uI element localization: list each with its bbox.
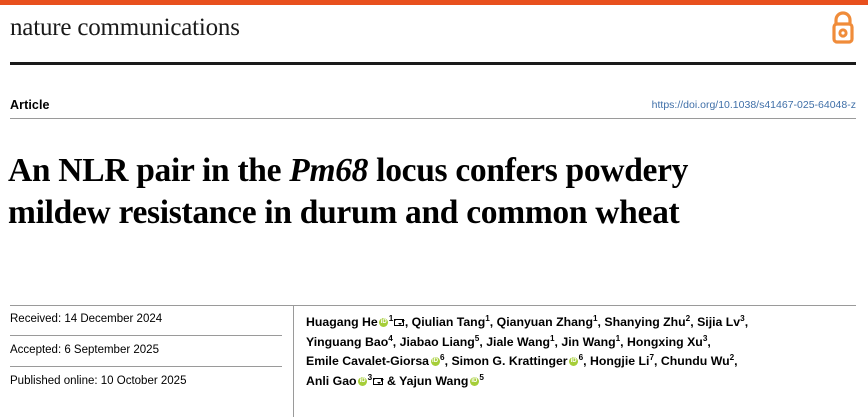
affiliation-marker: 5 <box>479 372 484 382</box>
affiliation-marker: 1 <box>388 313 394 323</box>
author-separator: , <box>707 334 711 349</box>
meta-divider <box>10 118 856 119</box>
journal-masthead: nature communications <box>10 14 240 41</box>
author-name: Yinguang Bao <box>306 334 389 349</box>
title-gene-name: Pm68 <box>289 152 369 190</box>
affiliation-marker: 1 <box>549 333 555 343</box>
author-separator: , <box>654 354 661 368</box>
orcid-icon[interactable] <box>379 318 388 327</box>
author-name: Qiulian Tang <box>411 315 486 329</box>
orcid-icon[interactable] <box>470 377 479 386</box>
author-name: Chundu Wu <box>660 354 730 368</box>
author-separator: , <box>744 315 749 329</box>
author-name: Shanying Zhu <box>604 315 686 329</box>
article-history <box>10 305 282 397</box>
article-meta-row <box>10 98 856 118</box>
author-separator: & <box>383 373 400 388</box>
author-name: Qianyuan Zhang <box>496 315 593 329</box>
author-separator: , <box>620 334 627 349</box>
page-title <box>8 150 798 234</box>
affiliation-marker: 2 <box>729 352 735 362</box>
author-separator: , <box>734 354 738 368</box>
affiliation-marker: 4 <box>388 333 393 343</box>
author-separator: , <box>479 334 487 349</box>
author-line <box>306 333 862 353</box>
history-and-authors-block <box>10 305 856 417</box>
affiliation-marker: 7 <box>649 352 654 362</box>
author-line <box>306 352 862 372</box>
author-name: Hongxing Xu <box>627 334 703 349</box>
author-line <box>306 313 862 333</box>
affiliation-marker: 6 <box>578 352 584 362</box>
author-separator: , <box>554 334 562 349</box>
email-icon[interactable] <box>373 378 383 385</box>
masthead-divider <box>10 62 856 65</box>
author-name: Jin Wang <box>561 334 616 349</box>
orcid-icon[interactable] <box>569 357 578 366</box>
affiliation-marker: 2 <box>685 313 691 323</box>
published-date: Published online: 10 October 2025 <box>10 375 187 387</box>
open-access-lock-icon <box>830 10 856 44</box>
vertical-divider <box>293 306 294 417</box>
title-line1-pre: An NLR pair in the <box>8 152 290 190</box>
affiliation-marker: 5 <box>474 333 480 343</box>
affiliation-marker: 6 <box>440 352 445 362</box>
brand-accent-bar <box>0 0 868 5</box>
affiliation-marker: 1 <box>485 313 490 323</box>
author-separator: , <box>583 354 590 368</box>
author-separator: , <box>392 334 400 349</box>
author-name: Huagang He <box>306 315 378 329</box>
affiliation-marker: 3 <box>740 313 745 323</box>
email-icon[interactable] <box>394 319 404 326</box>
author-separator: , <box>690 315 698 329</box>
author-separator: , <box>404 315 412 329</box>
author-name: Anli Gao <box>306 373 357 388</box>
received-date: Received: 14 December 2024 <box>10 305 282 336</box>
accepted-date: Accepted: 6 September 2025 <box>10 336 282 367</box>
author-name: Sijia Lv <box>697 315 741 329</box>
author-name: Emile Cavalet-Giorsa <box>306 354 430 368</box>
doi-link[interactable]: https://doi.org/10.1038/s41467-025-64048-z <box>651 99 856 111</box>
affiliation-marker: 1 <box>615 333 621 343</box>
author-separator: , <box>597 315 605 329</box>
author-name: Simon G. Krattinger <box>451 354 568 368</box>
author-separator: , <box>444 354 452 368</box>
author-line <box>306 372 862 392</box>
author-name: Jiale Wang <box>486 334 550 349</box>
affiliation-marker: 3 <box>702 333 708 343</box>
author-name: Hongjie Li <box>590 354 650 368</box>
author-separator: , <box>489 315 497 329</box>
author-name: Yajun Wang <box>399 373 469 388</box>
affiliation-marker: 1 <box>592 313 598 323</box>
title-line2: powdery mildew resistance in durum and <box>8 152 689 232</box>
article-type-label: Article <box>10 98 50 112</box>
orcid-icon[interactable] <box>431 357 440 366</box>
author-name: Jiabao Liang <box>399 334 475 349</box>
title-line3: common wheat <box>466 194 680 232</box>
affiliation-marker: 3 <box>367 372 373 382</box>
orcid-icon[interactable] <box>358 377 367 386</box>
title-line1-post: locus confers <box>368 152 558 190</box>
author-list <box>306 313 862 391</box>
